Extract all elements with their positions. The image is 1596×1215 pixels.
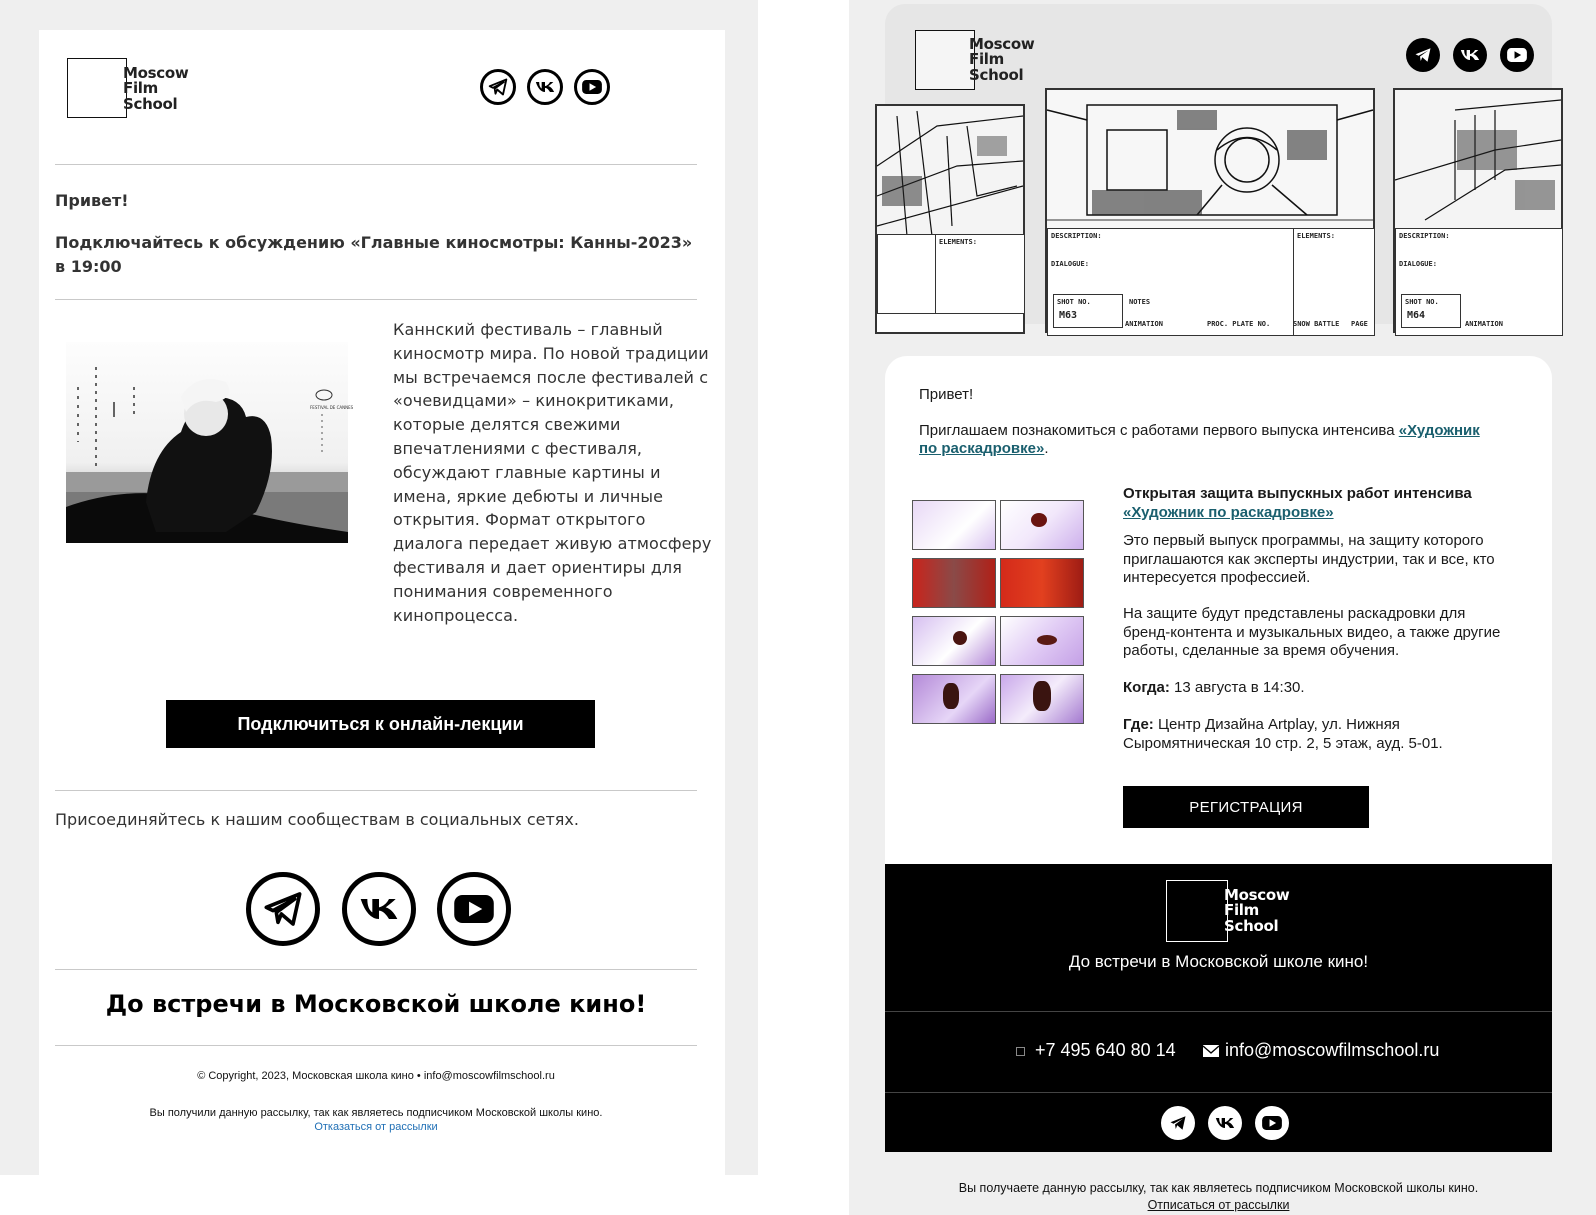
storyboard-panel xyxy=(875,104,1025,334)
farewell-heading: До встречи в Московской школе кино! xyxy=(105,990,647,1018)
subscription-note: Вы получаете данную рассылку, так как являетесь подписчиком Московской школы кино. xyxy=(958,1181,1479,1195)
divider xyxy=(55,299,697,300)
storyboard-label: SNOW BATTLE xyxy=(1293,320,1340,328)
storyboard-panel xyxy=(1393,88,1563,333)
logo-frame xyxy=(67,58,127,118)
storyboard-label: SHOT NO. xyxy=(1057,298,1091,306)
storyboard-thumb xyxy=(912,674,996,724)
divider xyxy=(885,1011,1552,1012)
storyboard-thumb xyxy=(912,500,996,550)
course-link[interactable]: по раскадровке» xyxy=(919,440,1045,457)
course-link[interactable]: «Художник по раскадровке» xyxy=(1123,504,1334,521)
logo-text: Moscow Film School xyxy=(123,64,189,113)
headline: Подключайтесь к обсуждению «Главные киносмотры: Канны-2023» в 19:00 xyxy=(55,233,693,276)
storyboard-label: ELEMENTS: xyxy=(939,238,977,246)
vk-icon[interactable] xyxy=(342,872,416,946)
greeting: Привет! xyxy=(55,191,129,210)
logo-frame xyxy=(915,30,975,90)
poster-caption: FESTIVAL DE CANNES xyxy=(310,405,354,410)
registration-button[interactable] xyxy=(1123,786,1369,828)
join-lecture-label: Подключиться к онлайн-лекции xyxy=(237,713,524,734)
logo-frame xyxy=(1166,880,1228,942)
right-email-card xyxy=(885,356,1552,1152)
left-email-card xyxy=(39,30,725,1175)
join-lecture-button[interactable] xyxy=(166,700,595,748)
course-link[interactable]: «Художник xyxy=(1398,422,1480,439)
storyboard-label: NOTES xyxy=(1129,298,1151,306)
footer-email[interactable]: info@moscowfilmschool.ru xyxy=(1225,1040,1440,1060)
telegram-icon[interactable] xyxy=(1406,38,1440,72)
copyright: © Copyright, 2023, Московская школа кино • info@moscowfilmschool.ru xyxy=(197,1070,555,1082)
youtube-icon[interactable] xyxy=(437,872,511,946)
vk-icon[interactable] xyxy=(527,69,563,105)
storyboard-label: ELEMENTS: xyxy=(1297,232,1335,240)
intro-text: Приглашаем познакомиться с работами первого выпуска интенсива «Художник по раскадровке». xyxy=(919,422,1480,457)
footer-phone[interactable]: +7 495 640 80 14 xyxy=(1035,1040,1176,1060)
divider xyxy=(885,1092,1552,1093)
vk-icon[interactable] xyxy=(1208,1106,1242,1140)
storyboard-thumb xyxy=(912,558,996,608)
telegram-icon[interactable] xyxy=(480,69,516,105)
footer xyxy=(885,864,1552,1152)
storyboard-thumb xyxy=(1000,558,1084,608)
storyboard-label: M64 xyxy=(1407,310,1426,321)
storyboard-thumb xyxy=(1000,500,1084,550)
storyboard-label: ANIMATION xyxy=(1125,320,1163,328)
storyboard-thumb xyxy=(912,616,996,666)
divider xyxy=(55,164,697,165)
divider xyxy=(55,790,697,791)
cannes-poster-image xyxy=(66,342,354,543)
event-when: Когда: 13 августа в 14:30. xyxy=(1123,679,1305,696)
greeting: Привет! xyxy=(919,386,974,403)
social-prompt: Присоединяйтесь к нашим сообществам в социальных сетях. xyxy=(55,810,579,829)
description-para-1: Это первый выпуск программы, на защиту которого приглашаются как эксперты индустрии, так и все, кто интересуется профессией. xyxy=(1123,532,1495,586)
storyboard-thumb xyxy=(1000,674,1084,724)
event-where: Где: Центр Дизайна Artplay, ул. Нижняя Сыромятническая 10 стр. 2, 5 этаж, ауд. 5-01. xyxy=(1123,716,1443,752)
storyboard-label: DIALOGUE: xyxy=(1051,260,1089,268)
mail-icon xyxy=(1203,1045,1219,1057)
storyboard-label: DESCRIPTION: xyxy=(1399,232,1450,240)
youtube-icon[interactable] xyxy=(1500,38,1534,72)
storyboard-thumbnails xyxy=(912,496,1092,741)
telegram-icon[interactable] xyxy=(246,872,320,946)
unsubscribe-link[interactable]: Отписаться от рассылки xyxy=(1147,1198,1290,1212)
storyboard-label: SHOT NO. xyxy=(1405,298,1439,306)
divider xyxy=(55,969,697,970)
logo-text: Moscow Film School xyxy=(969,35,1035,84)
storyboard-thumb xyxy=(1000,616,1084,666)
divider xyxy=(55,1045,697,1046)
storyboard-label: PROC. PLATE NO. xyxy=(1207,320,1271,328)
event-title: Открытая защита выпускных работ интенсива «Художник по раскадровке» xyxy=(1123,485,1472,521)
registration-label: РЕГИСТРАЦИЯ xyxy=(1189,798,1303,816)
storyboard-label: ANIMATION xyxy=(1465,320,1503,328)
storyboard-hero-image xyxy=(885,4,1552,328)
footer-farewell: До встречи в Московской школе кино! xyxy=(1068,952,1369,971)
storyboard-label: DESCRIPTION: xyxy=(1051,232,1102,240)
description-para-2: На защите будут представлены раскадровки для бренд-контента и музыкальных видео, а также другие работы, сделанные за время обучения. xyxy=(1123,605,1501,659)
storyboard-label: DIALOGUE: xyxy=(1399,260,1437,268)
phone-icon xyxy=(1016,1047,1025,1056)
vk-icon[interactable] xyxy=(1453,38,1487,72)
telegram-icon[interactable] xyxy=(1161,1106,1195,1140)
subscription-note: Вы получили данную рассылку, так как являетесь подписчиком Московской школы кино. xyxy=(149,1107,603,1119)
storyboard-label: M63 xyxy=(1059,310,1078,321)
body-text: Каннский фестиваль – главный киносмотр мира. По новой традиции мы встречаемся после фестивалей с «очевидцами» – кинокритиками, которые делятся свежими впечатлениями с фестиваля, обсуждают главные картины и имена, яркие дебюты и личные открытия. Формат открытого диалога передает живую атмосферу фестиваля и дает ориентиры для понимания современного кинопроцесса. xyxy=(393,320,712,625)
storyboard-panel xyxy=(1045,88,1375,333)
unsubscribe-link[interactable]: Отказаться от рассылки xyxy=(314,1121,438,1133)
youtube-icon[interactable] xyxy=(1255,1106,1289,1140)
storyboard-label: PAGE xyxy=(1351,320,1368,328)
logo-text: Moscow Film School xyxy=(1224,886,1290,935)
youtube-icon[interactable] xyxy=(574,69,610,105)
